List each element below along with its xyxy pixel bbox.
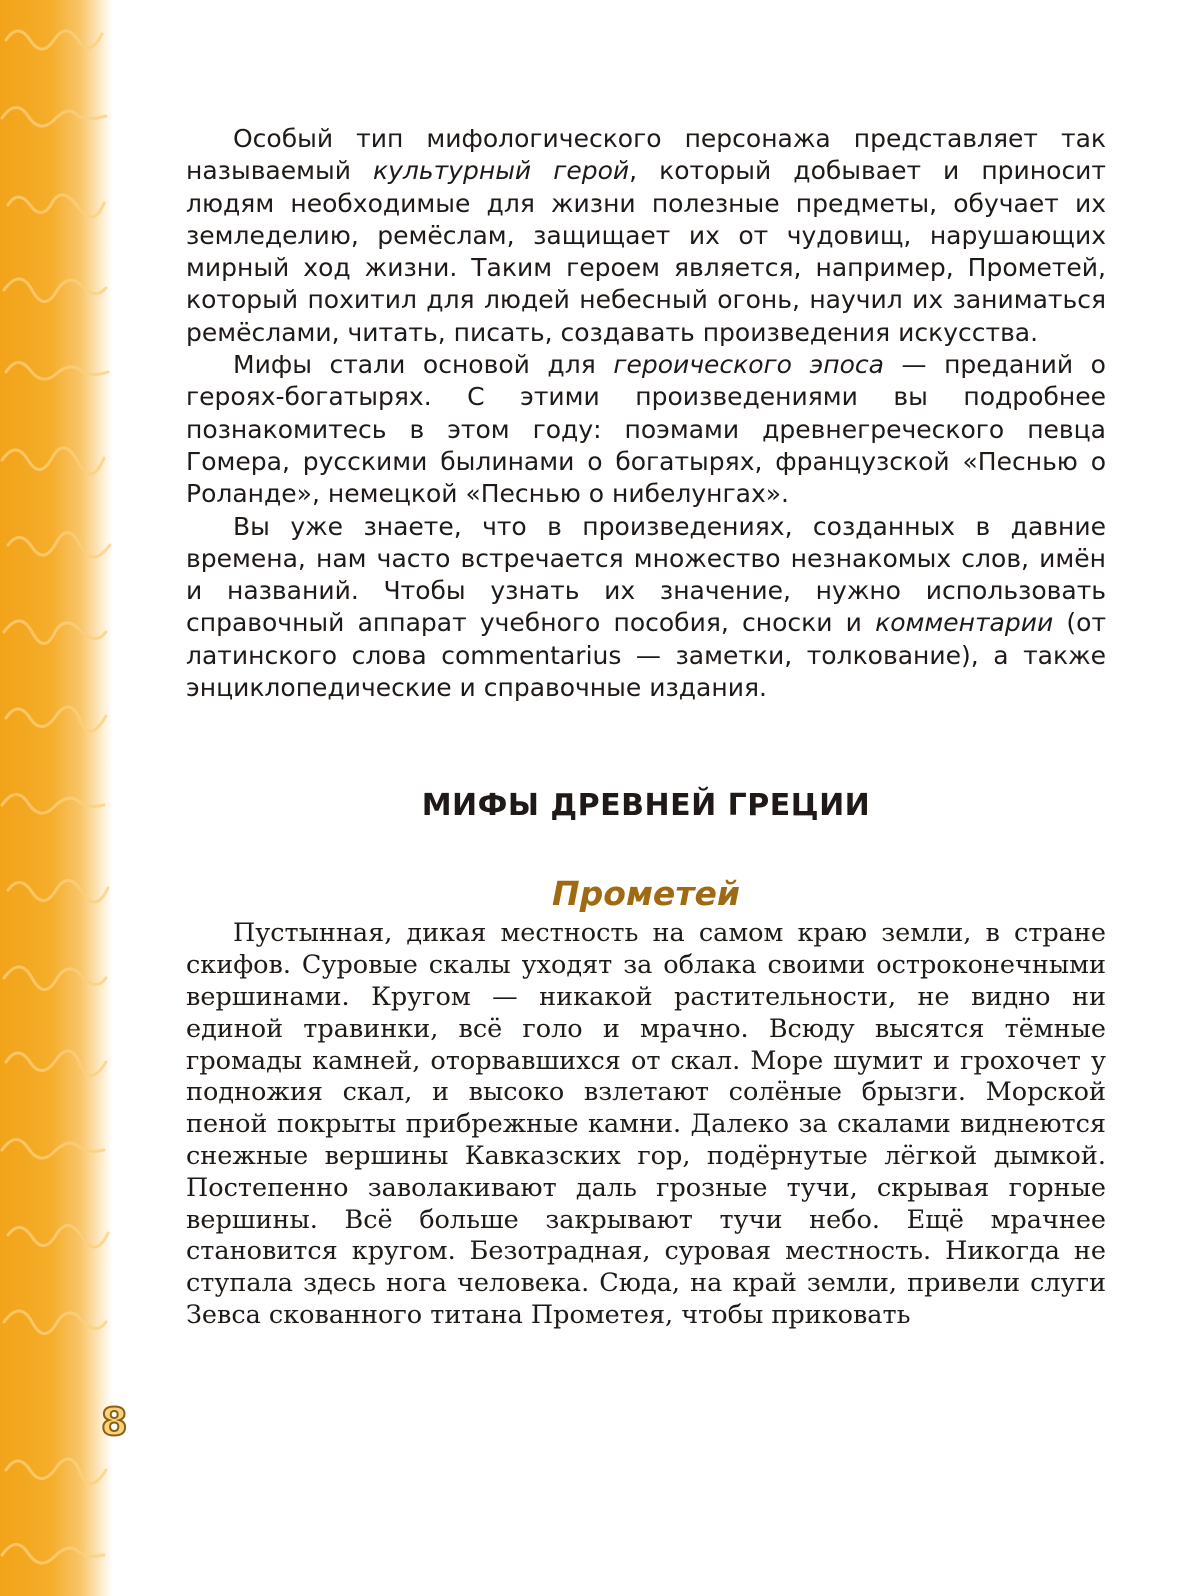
story-title: Прометей <box>552 874 740 914</box>
intro-p2-text-cont: — преданий о героях-богатырях. С этими произведениями вы подробнее познакомитесь в этом году: поэмами древнегреческого певца Гомера, русскими былинами о богатырях, французской «Песнью о Роланде», немецкой «Песнью о нибелунгах». <box>186 350 1106 509</box>
term-commentaries: комментарии <box>875 608 1054 638</box>
page-number: 8 <box>101 1400 128 1444</box>
intro-paragraph-1 <box>186 123 1106 349</box>
intro-p2-text: Мифы стали основой для <box>233 350 614 380</box>
intro-paragraph-2 <box>186 349 1106 510</box>
intro-p1-text-cont: , который добывает и приносит людям необходимые для жизни полезные предметы, обучает их земледелию, ремёслам, защищает их от чудовищ, нарушающих мирный ход жизни. Таким героем является, например, Прометей, который похитил для людей небесный огонь, научил их заниматься ремёслами, читать, писать, создавать произведения искусства. <box>186 156 1106 347</box>
page-content <box>186 123 1106 1332</box>
term-cultural-hero: культурный герой <box>373 156 630 186</box>
intro-p3-text: Вы уже знаете, что в произведениях, созданных в давние времена, нам часто встречается множество незнакомых слов, имён и названий. Чтобы узнать их значение, нужно использовать справочный аппарат учебного пособия, сноски и <box>186 511 1106 638</box>
decorative-margin-band <box>0 0 112 1596</box>
intro-p3-text-cont: (от латинского слова commentarius — заметки, толкование), а также энциклопедические и справочные издания. <box>186 608 1107 703</box>
story-paragraph: Пустынная, дикая местность на самом краю земли, в стране скифов. Суровые скалы уходят за облака своими остроконечными вершинами. Кругом — никакой растительности, не видно ни единой травинки, всё голо и мрачно. Всюду высятся тёмные громады камней, оторвавшихся от скал. Море шумит и грохочет у подножия скал, и высоко взлетают солёные брызги. Морской пеной покрыты прибрежные камни. Далеко за скалами виднеются снежные вершины Кавказских гор, подёрнутые лёгкой дымкой. Постепенно заволакивают даль грозные тучи, скрывая горные вершины. Всё больше закрывают тучи небо. Ещё мрачнее становится кругом. Безотрадная, суровая местность. Никогда не ступала здесь нога человека. Сюда, на край земли, привели слуги Зевса скованного титана Прометея, чтобы приковать <box>186 918 1106 1330</box>
section-title: МИФЫ ДРЕВНЕЙ ГРЕЦИИ <box>421 788 871 824</box>
intro-paragraph-3 <box>186 511 1106 705</box>
intro-p1-text: Особый тип мифологического персонажа представляет так называемый <box>186 124 1106 186</box>
intro-section <box>186 123 1106 704</box>
handwriting-texture <box>0 0 112 1596</box>
term-heroic-epic: героического эпоса <box>613 350 884 380</box>
story-section <box>186 918 1106 1331</box>
